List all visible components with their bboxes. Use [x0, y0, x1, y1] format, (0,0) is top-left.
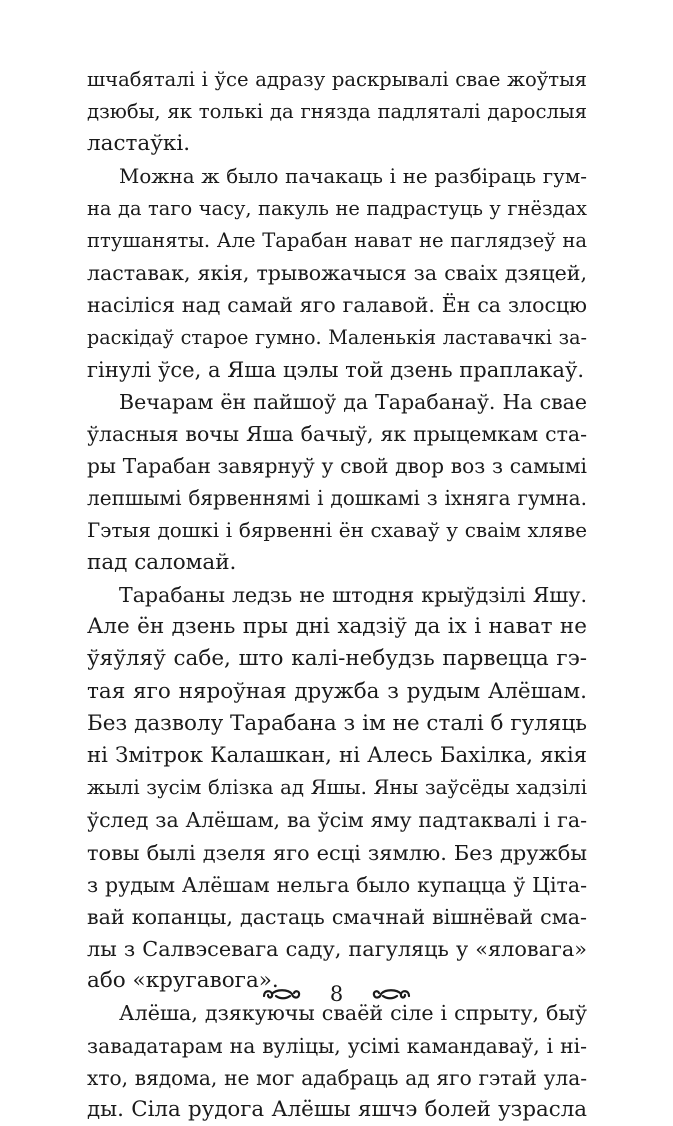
ornament-swirl-icon [262, 987, 302, 1001]
text-line: тая яго няроўная дружба з рудым Алёшам. [87, 678, 587, 704]
text-line: з рудым Алёшам нельга было купацца ў Ціта- [87, 872, 587, 897]
text-line: насіліся над самай яго галавой. Ён са злосцю [87, 293, 587, 318]
text-line: раскідаў старое гумно. Маленькія ластавачкі за- [87, 325, 587, 349]
text-line: Вечарам ён пайшоў да Тарабанаў. На свае [119, 389, 587, 414]
text-line: ўслед за Алёшам, ва ўсім яму падтаквалі і га- [87, 808, 587, 833]
text-line: завадатарам на вуліцы, усімі камандаваў, і ні- [87, 1033, 587, 1058]
text-line: птушаняты. Але Тарабан нават не паглядзеў на [87, 228, 587, 252]
text-line: Можна ж было пачакаць і не разбіраць гум- [119, 164, 587, 188]
body-text [87, 64, 587, 1126]
text-line: ластавак, якія, трывожачыся за сваіх дзяцей, [87, 261, 587, 286]
text-line: вай копанцы, дастаць смачнай вішнёвай сма- [87, 904, 587, 929]
text-line: жылі зусім блізка ад Яшы. Яны заўсёды хадзілі [87, 776, 587, 800]
page-number: 8 [329, 982, 344, 1006]
text-line: ластаўкі. [87, 131, 191, 157]
text-line: шчабяталі і ўсе адразу раскрывалі свае жоўтыя [87, 68, 587, 91]
text-line: хто, вядома, не мог адабраць ад яго гэтай ула- [87, 1065, 587, 1090]
text-line: лы з Салвэсевага саду, пагуляць у «яловага» [87, 937, 587, 962]
text-line: ды. Сіла рудога Алёшы яшчэ болей узрасла [87, 1097, 587, 1122]
text-line: Алёша, дзякуючы сваёй сіле і спрыту, быў [119, 1001, 587, 1026]
text-line: ры Тарабан завярнуў у свой двор воз з самымі [87, 454, 587, 479]
text-line: пад саломай. [87, 549, 237, 575]
ornament-swirl-icon [371, 987, 411, 1001]
text-line: ўяўляў сабе, што калі-небудзь парвецца гэ- [87, 646, 587, 672]
text-line: лепшымі бярвеннямі і дошкамі з іхняга гумна. [87, 486, 587, 511]
text-line: Але ён дзень пры дні хадзіў да іх і нават не [87, 614, 587, 640]
text-line: гінулі ўсе, а Яша цэлы той дзень праплакаў. [87, 356, 585, 382]
text-line: Гэтыя дошкі і бярвенні ён схаваў у сваім хляве [87, 518, 587, 542]
text-line: Без дазволу Тарабана з ім не сталі б гуляць [87, 710, 587, 736]
page-footer [0, 982, 673, 1006]
text-line: Тарабаны ледзь не штодня крыўдзілі Яшу. [119, 583, 587, 607]
text-line: або «кругавога». [87, 968, 279, 994]
text-line: на да таго часу, пакуль не падрастуць у гнёздах [87, 196, 587, 220]
text-line: товы былі дзеля яго есці зямлю. Без дружбы [87, 840, 587, 865]
text-line: ўласныя вочы Яша бачыў, як прыцемкам ста- [87, 422, 587, 447]
text-line: ні Змітрок Калашкан, ні Алесь Бахілка, якія [87, 742, 587, 768]
text-line: дзюбы, як толькі да гнязда падляталі дарослыя [87, 100, 587, 124]
